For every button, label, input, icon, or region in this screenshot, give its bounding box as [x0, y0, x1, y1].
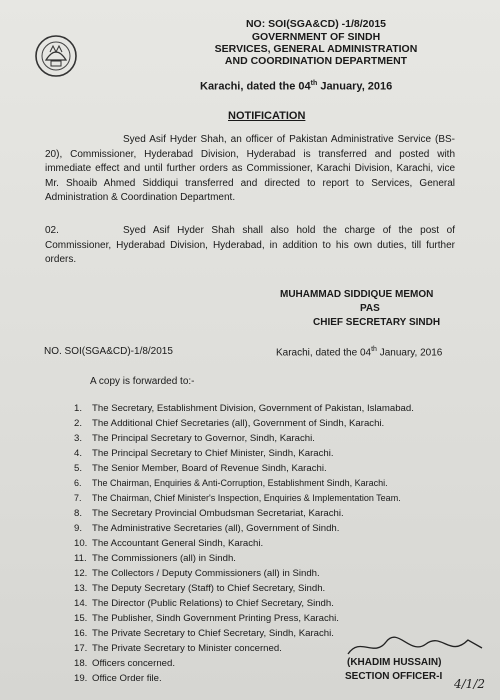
list-item: 10. The Accountant General Sindh, Karachi.: [74, 538, 264, 549]
paragraph-2: [45, 224, 455, 268]
list-item: 2. The Additional Chief Secretaries (all), Government of Sindh, Karachi.: [74, 418, 385, 429]
handwritten-date-icon: [452, 672, 496, 696]
list-item: 9. The Administrative Secretaries (all), Government of Sindh.: [74, 523, 340, 534]
list-item: 11. The Commissioners (all) in Sindh.: [74, 553, 236, 564]
list-item: 1. The Secretary, Establishment Division, Government of Pakistan, Islamabad.: [74, 403, 414, 414]
government-seal-icon: [34, 34, 78, 78]
list-item: 6. The Chairman, Enquiries & Anti-Corruption, Establishment Sindh, Karachi.: [74, 478, 388, 488]
header-government: GOVERNMENT OF SINDH: [251, 31, 381, 43]
list-item: 5. The Senior Member, Board of Revenue Sindh, Karachi.: [74, 463, 327, 474]
endorsement-reference: NO. SOI(SGA&CD)-1/8/2015: [44, 346, 173, 357]
paragraph-2-number: 02.: [45, 225, 59, 236]
chief-secretary-signature-block: [280, 288, 440, 330]
list-item: 19. Office Order file.: [74, 673, 162, 684]
list-item: 7. The Chairman, Chief Minister's Inspection, Enquiries & Implementation Team.: [74, 493, 401, 503]
list-item: 14. The Director (Public Relations) to Chief Secretary, Sindh.: [74, 598, 334, 609]
copy-forwarded-line: A copy is forwarded to:-: [90, 376, 195, 387]
list-item: 12. The Collectors / Deputy Commissioners (all) in Sindh.: [74, 568, 320, 579]
endorsement-date: Karachi, dated the 04th January, 2016: [276, 346, 443, 359]
signatory-designation: CHIEF SECRETARY SINDH: [313, 317, 441, 328]
svg-text:4/1/2: 4/1/2: [454, 677, 485, 691]
list-item: 16. The Private Secretary to Chief Secretary, Sindh, Karachi.: [74, 628, 334, 639]
list-item: 13. The Deputy Secretary (Staff) to Chief Secretary, Sindh.: [74, 583, 326, 594]
notification-title: NOTIFICATION: [228, 110, 306, 122]
header-reference: NO: SOI(SGA&CD) -1/8/2015: [245, 18, 387, 30]
header-department-line1: SERVICES, GENERAL ADMINISTRATION: [214, 43, 418, 55]
paragraph-2-text: Syed Asif Hyder Shah shall also hold the charge of the post of Commissioner, Hyderabad Division, Hyderabad, in addition to his own duties, till further orders.: [45, 225, 455, 265]
list-item: 3. The Principal Secretary to Governor, Sindh, Karachi.: [74, 433, 315, 444]
section-officer-name: (KHADIM HUSSAIN): [347, 657, 442, 668]
header-date: Karachi, dated the 04th January, 2016: [200, 80, 393, 93]
list-item: 18. Officers concerned.: [74, 658, 176, 669]
paragraph-1: Syed Asif Hyder Shah, an officer of Pakistan Administrative Service (BS-20), Commissioner, Hyderabad Division, Hyderabad is transferred and posted with immediate effect and until further orders as Commissioner, Karachi Division, Karachi, vice Mr. Shoaib Ahmed Siddiqui transferred and directed to report to Services, General Administration & Coordination Department.: [45, 134, 455, 203]
list-item: 17. The Private Secretary to Minister concerned.: [74, 643, 282, 654]
section-officer-signature-block: [345, 656, 442, 684]
header-department-line2: AND COORDINATION DEPARTMENT: [224, 55, 408, 67]
signatory-name: MUHAMMAD SIDDIQUE MEMON: [280, 289, 434, 300]
list-item: 15. The Publisher, Sindh Government Printing Press, Karachi.: [74, 613, 339, 624]
section-officer-designation: SECTION OFFICER-I: [345, 671, 443, 682]
list-item: 8. The Secretary Provincial Ombudsman Secretariat, Karachi.: [74, 508, 344, 519]
list-item: 4. The Principal Secretary to Chief Minister, Sindh, Karachi.: [74, 448, 334, 459]
signatory-service: PAS: [360, 303, 380, 314]
